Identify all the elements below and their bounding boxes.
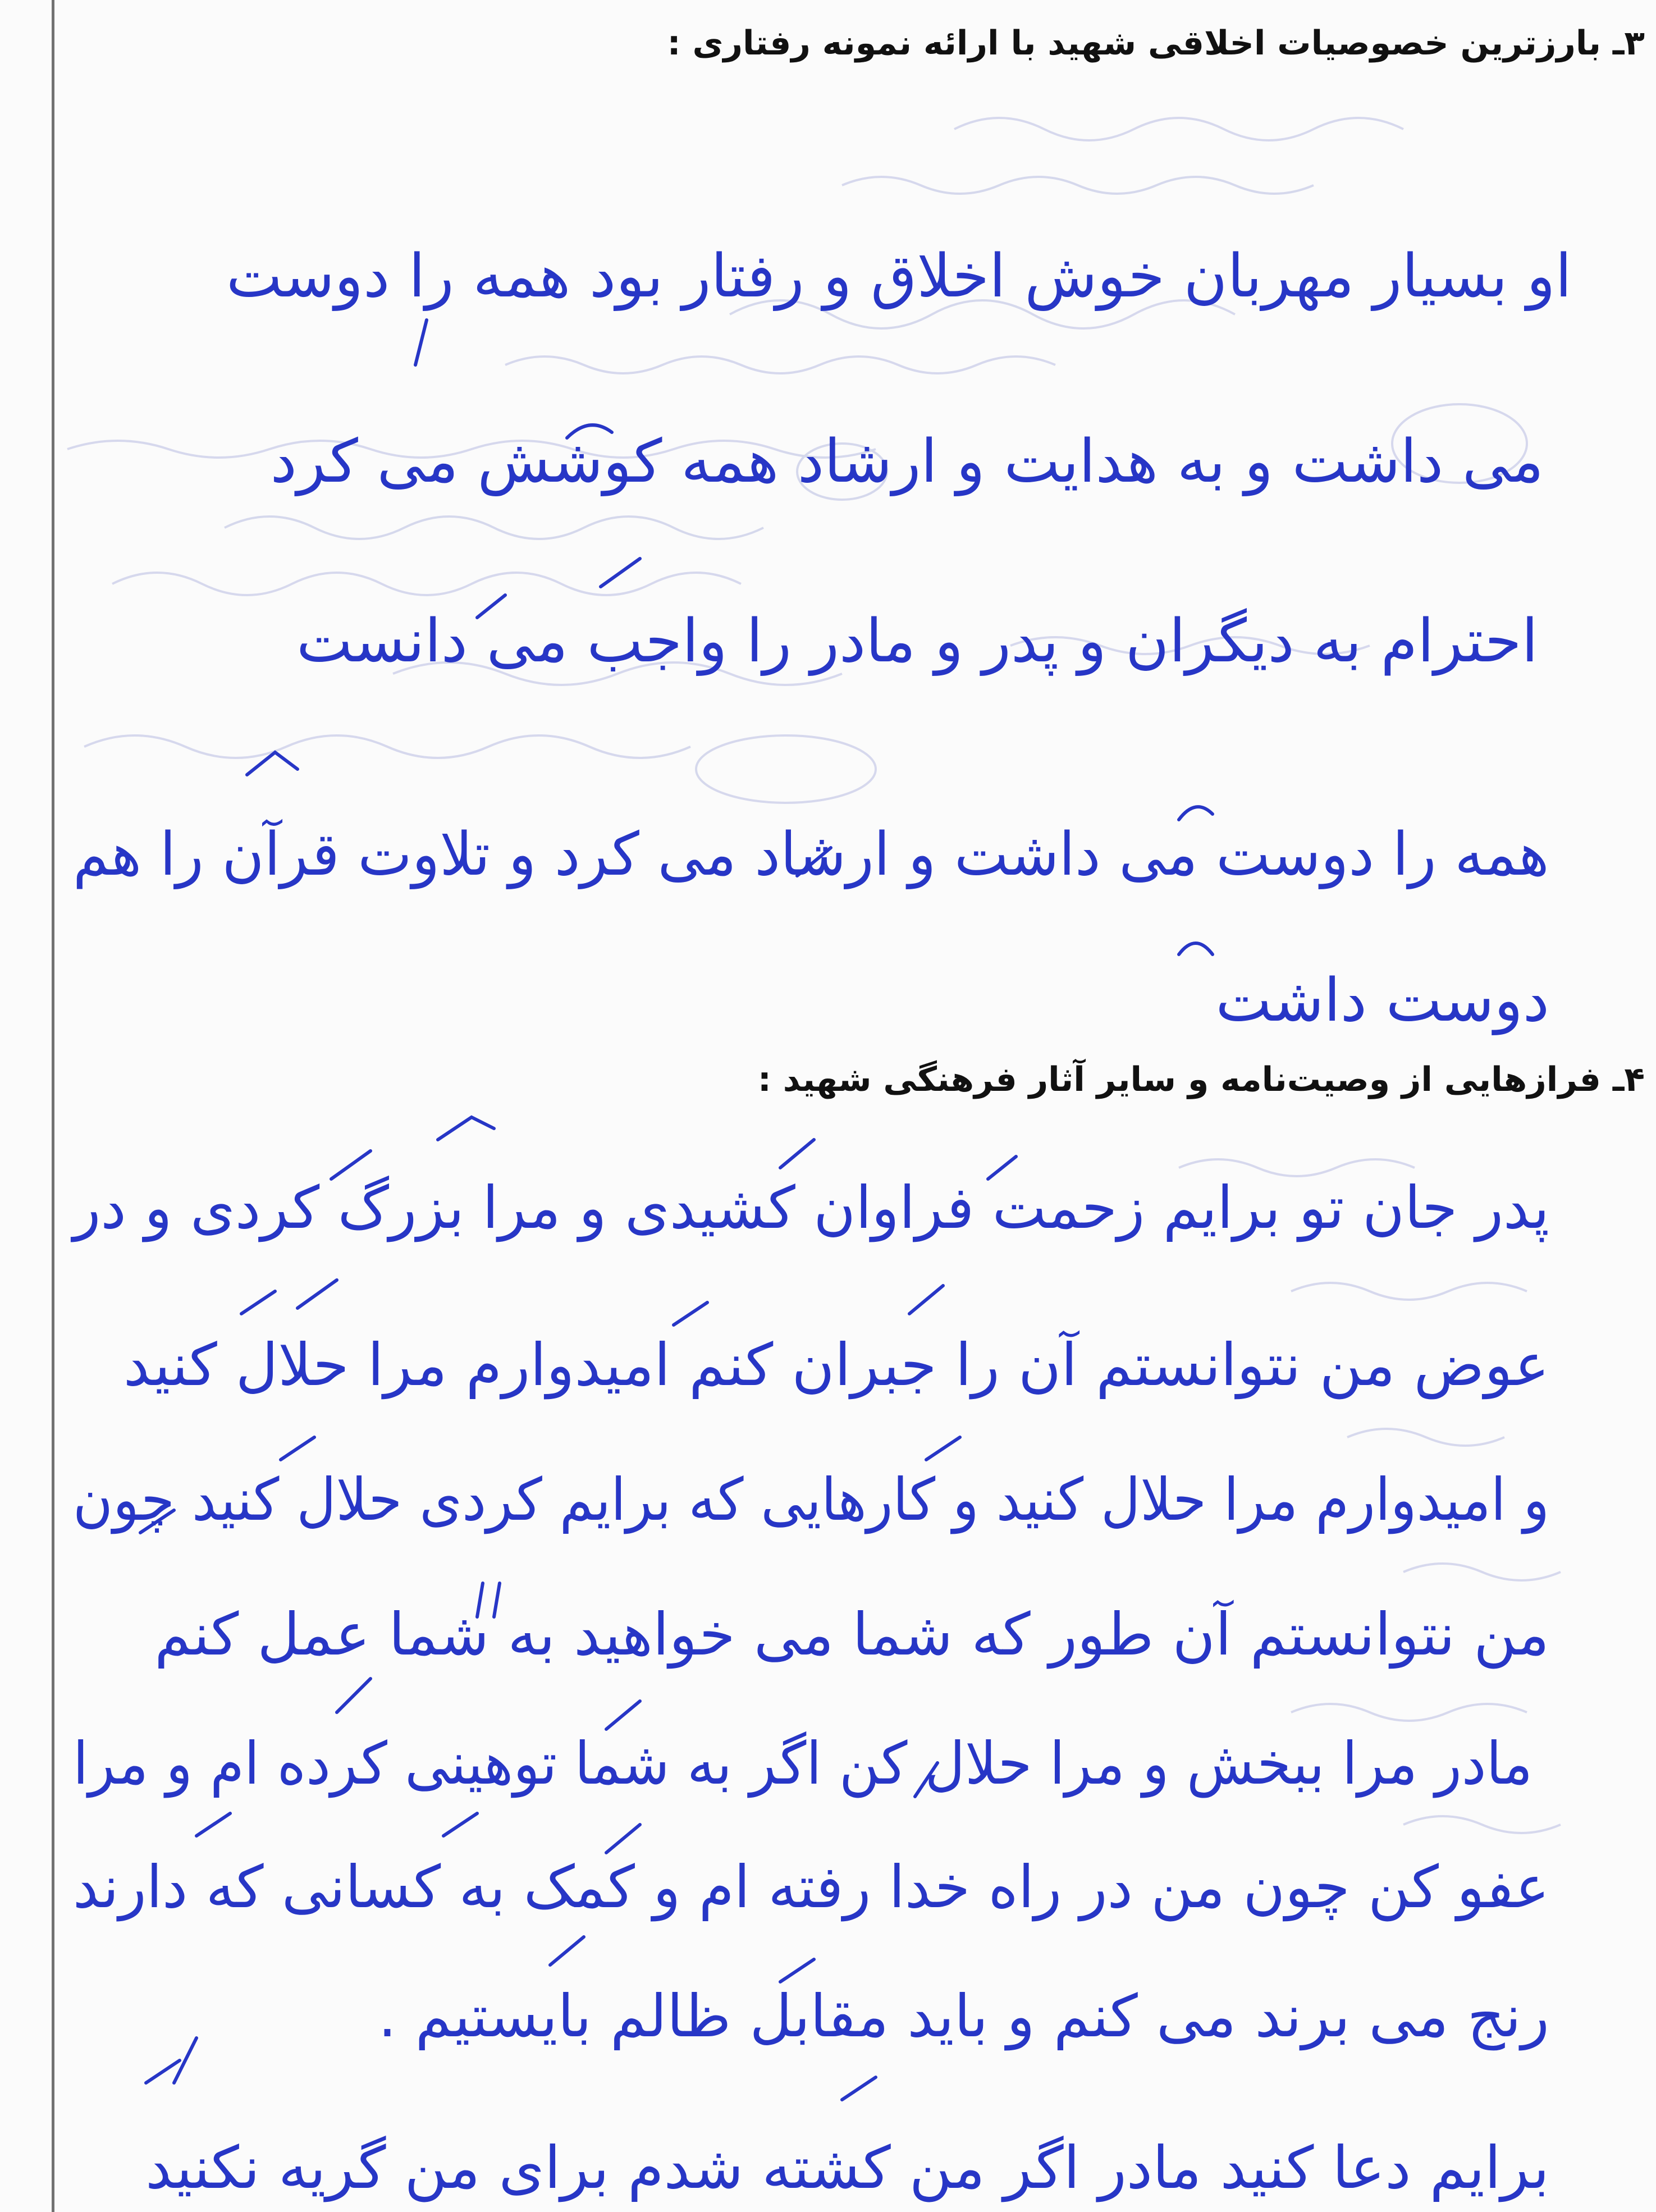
section-heading-will-excerpts: ۴ـ فرازهایی از وصیت‌نامه و سایر آثار فرهنگی شهید : <box>757 1060 1645 1099</box>
traits-line-1: او بسیار مهربان خوش اخلاق و رفتار بود همه را دوست <box>226 241 1572 310</box>
traits-line-5: دوست داشت <box>1215 966 1549 1035</box>
traits-line-2: می داشت و به هدایت و ارشاد همه کوشش می کرد <box>270 427 1544 496</box>
traits-line-4: همه را دوست می داشت و ارشاد می کرد و تلاوت قرآن را هم <box>73 820 1549 889</box>
will-line-2: عوض من نتوانستم آن را جبران کنم امیدوارم مرا حلال کنید <box>123 1331 1549 1399</box>
will-line-5: مادر مرا ببخش و مرا حلال کن اگر به شما توهینی کرده ام و مرا <box>72 1729 1533 1798</box>
will-line-6: عفو کن چون من در راه خدا رفته ام و کمک به کسانی که دارند <box>72 1853 1549 1921</box>
traits-line-3: احترام به دیگران و پدر و مادر را واجب می دانست <box>296 606 1538 675</box>
page-left-border <box>52 0 54 2212</box>
will-line-1: پدر جان تو برایم زحمت فراوان کشیدی و مرا بزرگ کردی و در <box>73 1173 1549 1242</box>
section-heading-character-traits: ۳ـ بارزترین خصوصیات اخلاقی شهید با ارائه نمونه رفتاری : <box>667 24 1645 63</box>
will-line-7: رنج می برند می کنم و باید مقابل ظالم بایستیم . <box>378 1982 1549 2050</box>
will-line-4: من نتوانستم آن طور که شما می خواهید به شما عمل کنم <box>154 1600 1549 1669</box>
will-line-3: و امیدوارم مرا حلال کنید و کارهایی که برایم کردی حلال کنید چون <box>72 1465 1549 1534</box>
will-line-8: برایم دعا کنید مادر اگر من کشته شدم برای من گریه نکنید <box>145 2133 1549 2202</box>
